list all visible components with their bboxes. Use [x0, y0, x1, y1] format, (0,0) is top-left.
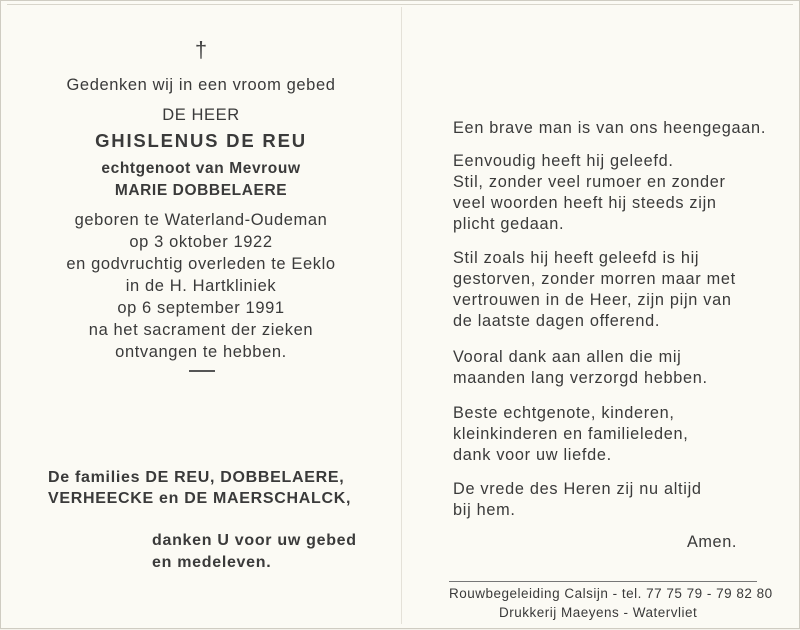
poem-paragraph-1	[453, 118, 766, 139]
poem-line: plicht gedaan.	[453, 215, 565, 233]
bio-line: ontvangen te hebben.	[115, 343, 287, 361]
footer-printer: Drukkerij Maeyens - Watervliet	[499, 605, 698, 620]
separator-dash	[189, 370, 215, 372]
thanks-line: en medeleven.	[152, 554, 272, 571]
title-line: DE HEER	[162, 106, 240, 124]
poem-line: De vrede des Heren zij nu altijd	[453, 480, 702, 498]
cross-icon: †	[194, 37, 208, 62]
poem-paragraph-4	[453, 347, 708, 389]
bio-line: in de H. Hartkliniek	[125, 277, 277, 295]
deceased-name: GHISLENUS DE REU	[95, 130, 307, 151]
right-page	[401, 1, 800, 630]
poem-line: kleinkinderen en familieleden,	[453, 425, 689, 443]
families-line: VERHEECKE en DE MAERSCHALCK,	[48, 490, 352, 507]
poem-paragraph-5	[453, 403, 689, 466]
bio-line: op 6 september 1991	[117, 299, 285, 317]
poem-line: Vooral dank aan allen die mij	[453, 348, 682, 366]
bio-line: op 3 oktober 1922	[129, 233, 273, 251]
bio-line: na het sacrament der zieken	[88, 321, 314, 339]
poem-line: maanden lang verzorgd hebben.	[453, 369, 708, 387]
poem-line: dank voor uw liefde.	[453, 446, 612, 464]
poem-paragraph-3	[453, 248, 736, 332]
footer-rule	[449, 581, 757, 582]
poem-paragraph-6	[453, 479, 702, 521]
poem-line: bij hem.	[453, 501, 516, 519]
poem-line: vertrouwen in de Heer, zijn pijn van	[453, 291, 732, 309]
left-page	[1, 1, 401, 630]
families-line: De families DE REU, DOBBELAERE,	[48, 469, 345, 486]
poem-line: Beste echtgenote, kinderen,	[453, 404, 675, 422]
bio-line: geboren te Waterland-Oudeman	[74, 211, 328, 229]
spouse-label: echtgenoot van Mevrouw	[101, 160, 301, 177]
bio-line: en godvruchtig overleden te Eeklo	[66, 255, 336, 273]
poem-line: gestorven, zonder morren maar met	[453, 270, 736, 288]
poem-line: Stil, zonder veel rumoer en zonder	[453, 173, 726, 191]
poem-line: Een brave man is van ons heengegaan.	[453, 119, 767, 137]
amen-text: Amen.	[686, 533, 737, 551]
poem-line: veel woorden heeft hij steeds zijn	[453, 194, 717, 212]
intro-line: Gedenken wij in een vroom gebed	[66, 76, 336, 94]
poem-line: de laatste dagen offerend.	[453, 312, 661, 330]
thanks-line: danken U voor uw gebed	[152, 532, 357, 549]
poem-line: Eenvoudig heeft hij geleefd.	[453, 152, 674, 170]
spouse-name: MARIE DOBBELAERE	[114, 182, 288, 199]
poem-line: Stil zoals hij heeft geleefd is hij	[453, 249, 700, 267]
poem-paragraph-2	[453, 151, 726, 235]
footer-funeral-service: Rouwbegeleiding Calsijn - tel. 77 75 79 - 79 82 80	[449, 586, 773, 601]
